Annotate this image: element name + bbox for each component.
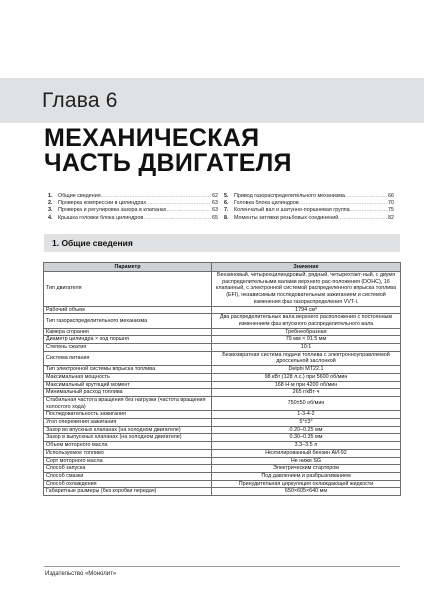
table-row (44, 351, 401, 365)
parameter-cell: Габаритные размеры (без коробки передач) (44, 488, 212, 496)
parameter-cell: Максимальный крутящий момент (44, 381, 212, 389)
parameter-cell: Способ охлаждения (44, 480, 212, 488)
value-cell: 1794 см³ (212, 306, 401, 314)
parameter-cell: Тип двигателя (44, 272, 212, 307)
parameter-cell: Степень сжатия (44, 344, 212, 352)
parameter-cell: Зазор во впускных клапанах (на холодном двигателе) (44, 426, 212, 434)
page-title-line-2: ЧАСТЬ ДВИГАТЕЛЯ (44, 149, 292, 177)
parameter-cell: Зазор в выпускных клапанах (на холодном двигателе) (44, 434, 212, 442)
toc-page: 63 (212, 207, 218, 214)
value-cell: 10:1 (212, 344, 401, 352)
toc-entry[interactable] (48, 193, 218, 200)
value-cell: 0.30–0.35 мм (212, 434, 401, 442)
toc-page: 63 (212, 200, 218, 207)
toc-leader (101, 193, 211, 200)
toc-entry[interactable] (224, 215, 394, 222)
table-row (44, 381, 401, 389)
table-row (44, 457, 401, 465)
value-cell: 79 мм × 91.5 мм (212, 336, 401, 344)
parameter-cell: Тип газораспределительного механизма (44, 314, 212, 328)
value-cell: Бензиновый, четырехцилиндровый, рядный, четырехтакт-ный, с двумя распределительными валами верхнего рас-положения (DOHC), 16 клапанный, с электронной системой распределенного впрыска топлива (EFI), независимым последовательным зажиганием и системой изменения фаз газораспределения VVT-i. (212, 272, 401, 307)
value-cell: 650×605×640 мм (212, 488, 401, 496)
toc-number: 3. (48, 207, 53, 214)
toc-entry[interactable] (48, 207, 218, 214)
parameter-cell: Способ запуска (44, 465, 212, 473)
toc-title: Моменты затяжки резьбовых соединений (234, 214, 339, 221)
value-cell: Безвозвратная система подачи топлива с электронноуправляемой дроссельной заслонкой (212, 351, 401, 365)
page-title (44, 126, 292, 176)
table-row (44, 396, 401, 410)
value-cell: Под давлением и разбрызгиванием (212, 472, 401, 480)
parameter-cell: Диаметр цилиндра × ход поршня (44, 336, 212, 344)
toc-leader (146, 200, 211, 207)
footer-divider (44, 566, 400, 567)
value-cell: 3.3–3.5 л (212, 442, 401, 450)
spec-table-body (44, 272, 401, 496)
toc-title: Крышка головки блока цилиндров (58, 214, 144, 221)
spec-table (43, 262, 401, 496)
parameter-cell: Рабочий объем (44, 306, 212, 314)
parameter-cell: Камера сгорания (44, 328, 212, 336)
toc-leader (345, 193, 387, 200)
value-cell: 750±50 об/мин (212, 396, 401, 410)
toc-page: 75 (388, 207, 394, 214)
toc-page: 62 (212, 193, 218, 199)
toc-title: Головка блока цилиндров (234, 200, 299, 207)
parameter-cell: Угол опережения зажигания (44, 419, 212, 427)
parameter-cell: Максимальная мощность (44, 373, 212, 381)
value-cell: Принудительная циркуляция охлаждающей жидкости (212, 480, 401, 488)
value-cell: Delphi MT22.1 (212, 366, 401, 374)
toc-leader (167, 207, 211, 214)
table-row (44, 480, 401, 488)
parameter-cell: Минимальный расход топлива (44, 389, 212, 397)
toc-number: 7. (224, 207, 229, 214)
parameter-cell: Способ смазки (44, 472, 212, 480)
chapter-title: Глава 6 (42, 89, 118, 112)
toc-number: 5. (224, 193, 229, 199)
value-cell: Два распределительных вала верхнего расположения с постоянным изменением фаз впускного распределительного вала (212, 314, 401, 328)
toc-entry[interactable] (224, 207, 394, 214)
table-row (44, 389, 401, 397)
table-row (44, 472, 401, 480)
value-cell: 98 кВт (128 л.с.) при 5600 об/мин (212, 373, 401, 381)
table-row (44, 328, 401, 336)
table-row (44, 442, 401, 450)
publisher-name: Издательство «Монолит» (45, 571, 117, 577)
parameter-cell: Стабильная частота вращения без нагрузки (частота вращения холостого хода) (44, 396, 212, 410)
toc-title: Проверка и регулировка зазора в клапанах (58, 207, 167, 214)
toc-column-left (48, 193, 218, 222)
toc-title: Привод газораспределительного механизма (234, 193, 345, 199)
column-header-parameter: Параметр (44, 263, 212, 272)
parameter-cell: Система питания (44, 351, 212, 365)
parameter-cell: Используемое топливо (44, 449, 212, 457)
toc-title: Общие сведения (58, 193, 101, 199)
value-cell: Неэтилированный бензин АИ-92 (212, 449, 401, 457)
toc-page: 70 (388, 200, 394, 207)
toc-title: Проверка компрессии в цилиндрах (58, 200, 147, 207)
value-cell: 168 Н·м при 4200 об/мин (212, 381, 401, 389)
section-title: 1. Общие сведения (52, 238, 133, 248)
table-row (44, 336, 401, 344)
table-header-row (44, 263, 401, 272)
toc-number: 4. (48, 214, 53, 221)
table-row (44, 366, 401, 374)
parameter-cell: Последовательность зажигания (44, 411, 212, 419)
table-row (44, 314, 401, 328)
table-of-contents (48, 193, 398, 225)
table-row (44, 449, 401, 457)
table-row (44, 373, 401, 381)
toc-page: 66 (388, 193, 394, 199)
page-title-line-1: МЕХАНИЧЕСКАЯ (44, 124, 260, 152)
table-row (44, 488, 401, 496)
toc-leader (299, 200, 387, 207)
parameter-cell: Сорт моторного масла (44, 457, 212, 465)
toc-entry[interactable] (224, 193, 394, 200)
toc-leader (143, 215, 211, 222)
parameter-cell: Объем моторного масла (44, 442, 212, 450)
table-row (44, 411, 401, 419)
toc-leader (338, 215, 387, 222)
toc-entry[interactable] (48, 200, 218, 207)
table-row (44, 272, 401, 307)
table-row (44, 465, 401, 473)
toc-number: 8. (224, 214, 229, 221)
value-cell: 5°±3° (212, 419, 401, 427)
value-cell: 0.20–0.25 мм (212, 426, 401, 434)
toc-page: 82 (388, 214, 394, 221)
table-row (44, 344, 401, 352)
table-row (44, 434, 401, 442)
toc-leader (350, 207, 387, 214)
toc-title: Коленчатый вал и шатунно-поршневая группа (234, 207, 350, 214)
toc-entry[interactable] (224, 200, 394, 207)
value-cell: 1-3-4-2 (212, 411, 401, 419)
toc-column-right (224, 193, 394, 222)
toc-number: 2. (48, 200, 53, 207)
toc-number: 6. (224, 200, 229, 207)
table-row (44, 419, 401, 427)
parameter-cell: Тип электронной системы впрыска топлива (44, 366, 212, 374)
column-header-value: Значение (212, 263, 401, 272)
value-cell: Не ниже SG (212, 457, 401, 465)
table-row (44, 306, 401, 314)
toc-page: 65 (212, 214, 218, 221)
value-cell: 265 г/кВт·ч (212, 389, 401, 397)
toc-entry[interactable] (48, 215, 218, 222)
toc-number: 1. (48, 193, 53, 199)
value-cell: Электрическим стартером (212, 465, 401, 473)
table-row (44, 426, 401, 434)
value-cell: Гребнеобразная (212, 328, 401, 336)
